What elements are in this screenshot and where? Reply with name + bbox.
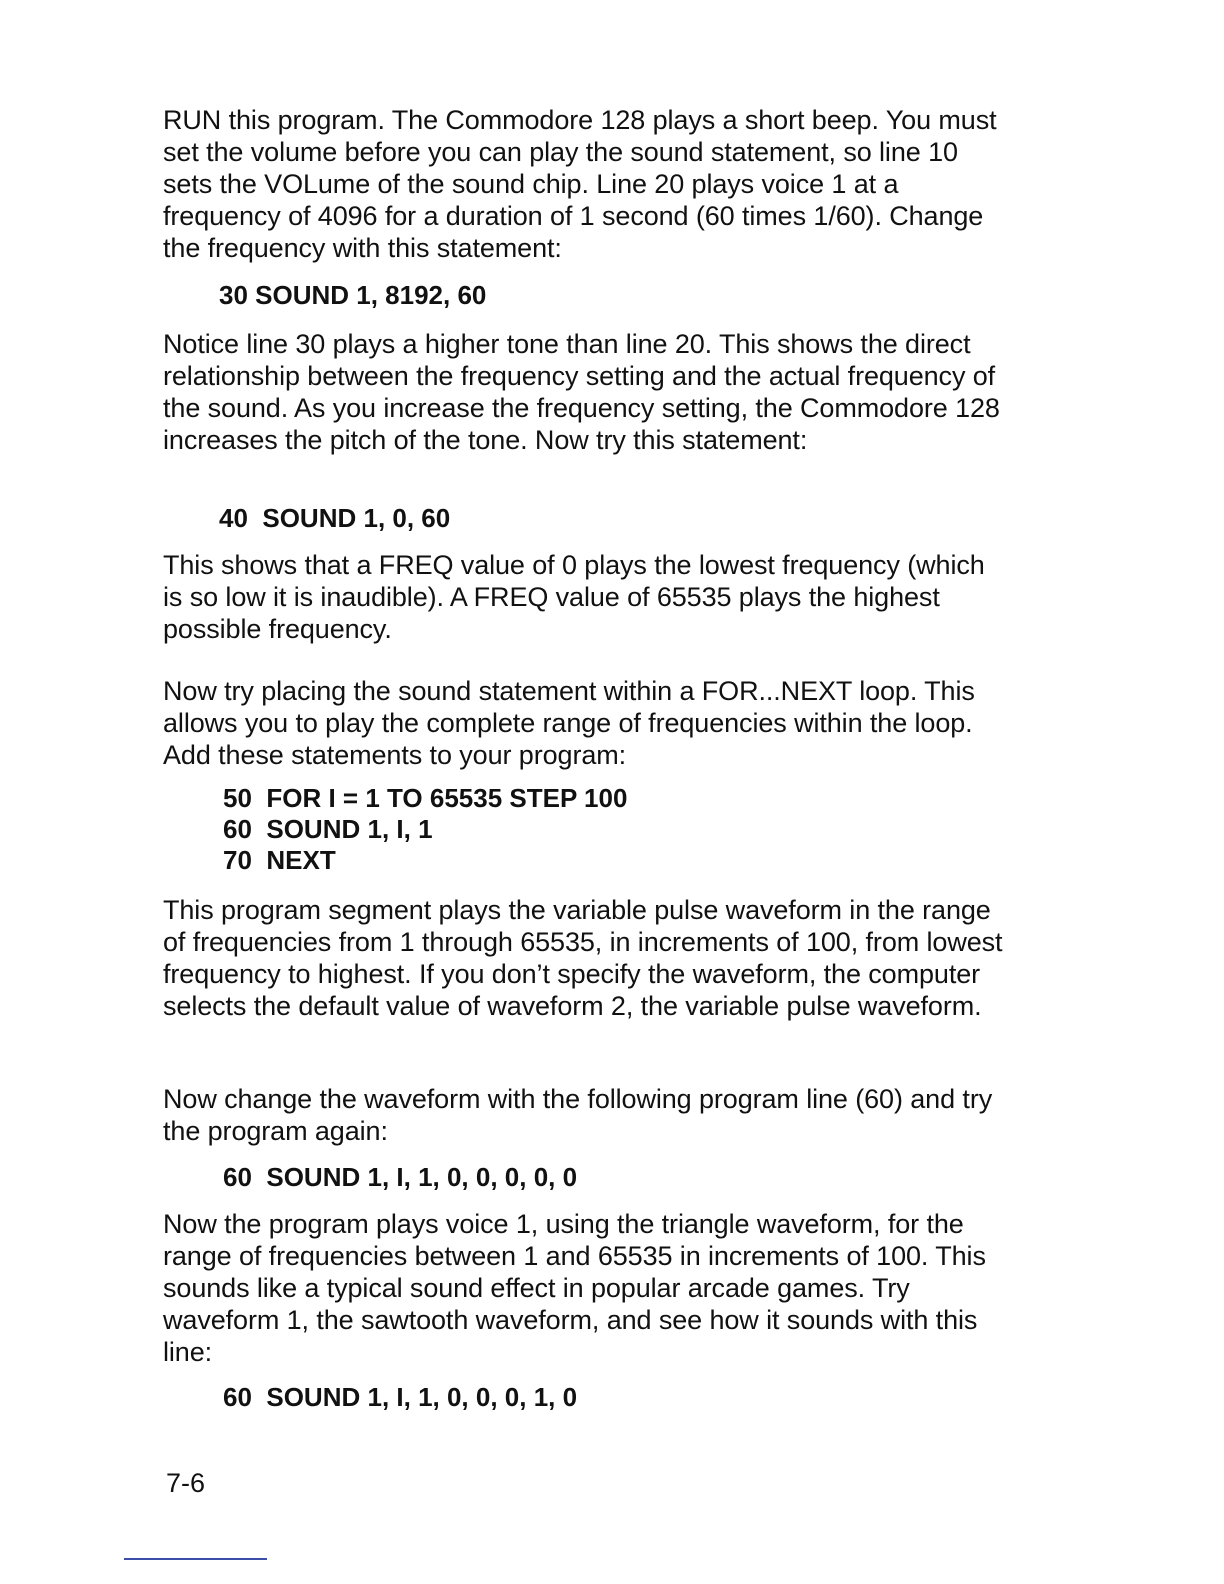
paragraph-pulse-waveform: This program segment plays the variable pulse waveform in the range of frequencies from 1 through 65535, in increments of 100, from lowest frequency to highest. If you don’t specify the waveform, the computer selects the default value of waveform 2, the variable pulse waveform. [163,895,1003,1021]
code-line: 60 SOUND 1, I, 1 [223,814,433,844]
bottom-divider [124,1558,267,1560]
code-block-loop [163,783,1003,876]
page-content [163,104,1003,1413]
code-line: 70 NEXT [223,845,336,875]
code-line: 60 SOUND 1, I, 1, 0, 0, 0, 0, 0 [223,1162,578,1192]
code-line: 40 SOUND 1, 0, 60 [219,503,451,533]
paragraph-change-waveform: Now change the waveform with the following program line (60) and try the program again: [163,1084,993,1146]
paragraph-for-next-loop: Now try placing the sound statement within a FOR...NEXT loop. This allows you to play the complete range of frequencies within the loop. Add these statements to your program: [163,676,975,770]
code-block-triangle [163,1162,1003,1193]
code-block-line40 [163,503,1003,534]
code-block-line30 [163,280,1003,311]
code-line: 50 FOR I = 1 TO 65535 STEP 100 [223,783,628,813]
page-number: 7-6 [166,1468,206,1498]
code-block-sawtooth [163,1382,1003,1413]
code-line: 30 SOUND 1, 8192, 60 [219,280,487,310]
paragraph-triangle-waveform: Now the program plays voice 1, using the triangle waveform, for the range of frequencies between 1 and 65535 in increments of 100. This sounds like a typical sound effect in popular arcade games. Try waveform 1, the sawtooth waveform, and see how it sounds with this line: [163,1209,986,1367]
paragraph-run-program: RUN this program. The Commodore 128 plays a short beep. You must set the volume before you can play the sound statement, so line 10 sets the VOLume of the sound chip. Line 20 plays voice 1 at a frequency of 4096 for a duration of 1 second (60 times 1/60). Change the frequency with this statement: [163,105,997,263]
paragraph-higher-tone: Notice line 30 plays a higher tone than line 20. This shows the direct relationship between the frequency setting and the actual frequency of the sound. As you increase the frequency setting, the Commodore 128 increases the pitch of the tone. Now try this statement: [163,329,1000,455]
code-line: 60 SOUND 1, I, 1, 0, 0, 0, 1, 0 [223,1382,578,1412]
paragraph-freq-value: This shows that a FREQ value of 0 plays the lowest frequency (which is so low it is inaudible). A FREQ value of 65535 plays the highest possible frequency. [163,550,985,644]
